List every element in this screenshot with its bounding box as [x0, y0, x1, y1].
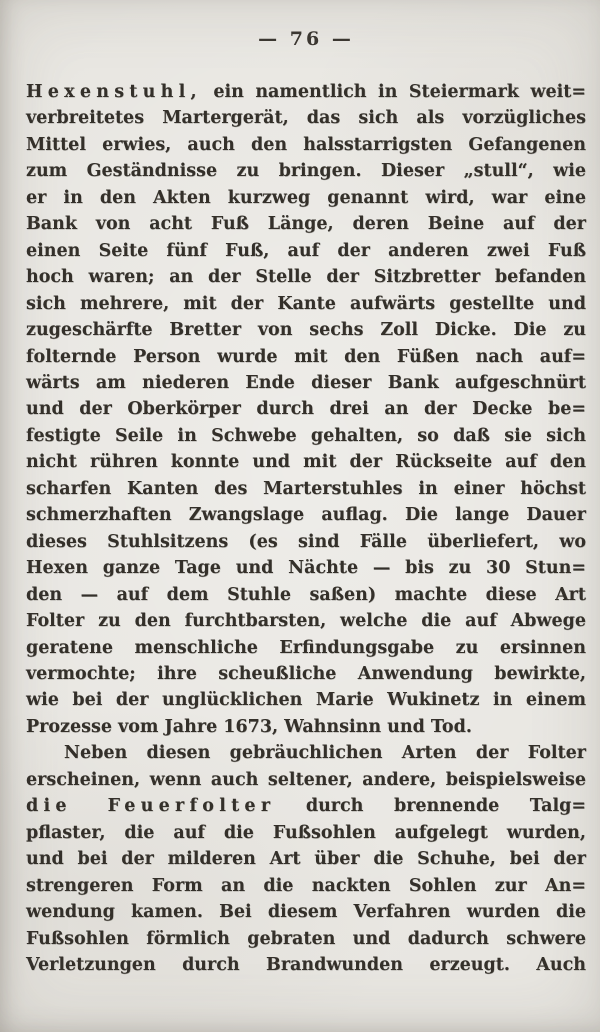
text-line: hoch waren; an der Stelle der Sitzbretter befanden: [26, 267, 586, 288]
text-line: folternde Person wurde mit den Füßen nach auf=: [26, 346, 586, 367]
spaced-keyword: Hexenstuhl,: [26, 82, 202, 102]
page-number: — 76 —: [258, 28, 354, 50]
spaced-keyword: die Feuerfolter: [26, 796, 276, 817]
text-line: einen Seite fünf Fuß, auf der anderen zwei Fuß: [26, 240, 586, 261]
text-line: nicht rühren konnte und mit der Rückseite auf den: [26, 452, 586, 473]
text-line: [26, 793, 586, 819]
text-line: wie bei der unglücklichen Marie Wukinetz in einem: [26, 690, 586, 711]
text-block: [26, 79, 586, 978]
text-line: Bank von acht Fuß Länge, deren Beine auf der: [26, 214, 586, 235]
text-line: [26, 79, 586, 105]
paragraph: [26, 79, 586, 740]
text-line: er in den Akten kurzweg genannt wird, war eine: [26, 187, 586, 208]
paragraph: [26, 740, 586, 978]
text-line: pflaster, die auf die Fußsohlen aufgelegt wurden,: [26, 822, 586, 843]
text-line: sich mehrere, mit der Kante aufwärts gestellte und: [26, 293, 586, 314]
text-line: zum Geständnisse zu bringen. Dieser „stull“, wie: [26, 161, 586, 182]
text-line: Mittel erwies, auch den halsstarrigsten Gefangenen: [26, 134, 586, 155]
text-line: erscheinen, wenn auch seltener, andere, beispielsweise: [26, 769, 586, 790]
text-line: Hexen ganze Tage und Nächte — bis zu 30 Stun=: [26, 558, 586, 579]
text-line: Verletzungen durch Brandwunden erzeugt. Auch: [26, 954, 586, 975]
text-line: verbreitetes Martergerät, das sich als vorzügliches: [26, 108, 586, 129]
text-segment: durch brennende Talg=: [275, 796, 587, 817]
text-line: Folter zu den furchtbarsten, welche die auf Abwege: [26, 611, 586, 632]
text-line: und bei der milderen Art über die Schuhe, bei der: [26, 849, 586, 870]
text-line: dieses Stuhlsitzens (es sind Fälle überliefert, wo: [26, 531, 586, 552]
text-line: festigte Seile in Schwebe gehalten, so daß sie sich: [26, 425, 586, 446]
text-line: Fußsohlen förmlich gebraten und dadurch schwere: [26, 928, 586, 949]
text-line: Neben diesen gebräuchlichen Arten der Folter: [64, 743, 586, 764]
text-line: und der Oberkörper durch drei an der Decke be=: [26, 399, 586, 420]
text-line: vermochte; ihre scheußliche Anwendung bewirkte,: [26, 663, 586, 684]
text-line: Prozesse vom Jahre 1673, Wahnsinn und Tod.: [26, 716, 472, 737]
text-line: strengeren Form an die nackten Sohlen zur An=: [26, 875, 586, 896]
text-line: scharfen Kanten des Marterstuhles in einer höchst: [26, 478, 586, 499]
text-segment: ein namentlich in Steiermark weit=: [201, 82, 586, 102]
text-line: den — auf dem Stuhle saßen) machte diese Art: [26, 584, 586, 605]
text-line: zugeschärfte Bretter von sechs Zoll Dicke. Die zu: [26, 320, 586, 341]
text-line: wärts am niederen Ende dieser Bank aufgeschnürt: [26, 372, 586, 393]
text-line: schmerzhaften Zwangslage auflag. Die lange Dauer: [26, 505, 586, 526]
text-line: wendung kamen. Bei diesem Verfahren wurden die: [26, 902, 586, 923]
text-line: geratene menschliche Erfindungsgabe zu ersinnen: [26, 637, 586, 658]
